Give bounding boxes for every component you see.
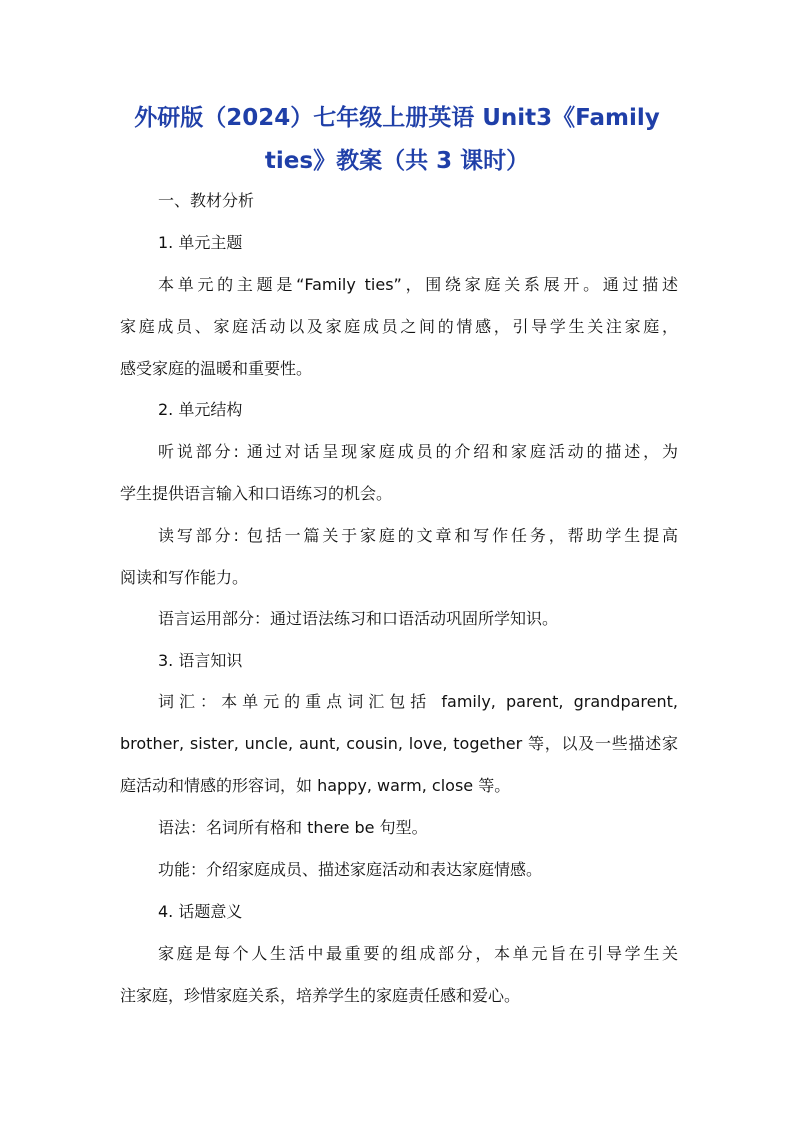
paragraph-line: 学生提供语言输入和口语练习的机会。 [120,484,393,503]
paragraph-line: 读写部分: 包括一篇关于家庭的文章和写作任务，帮助学生提高 [158,526,678,545]
paragraph-line: 家庭是每个人生活中最重要的组成部分，本单元旨在引导学生关 [158,944,678,963]
paragraph-line: 注家庭，珍惜家庭关系，培养学生的家庭责任感和爱心。 [120,986,521,1005]
paragraph-line: 阅读和写作能力。 [120,568,249,587]
paragraph-line: 词汇：本单元的重点词汇包括 family, parent, grandparent, [158,692,678,711]
subheading-unit-structure: 2. 单元结构 [158,400,243,419]
paragraph-line: 功能：介绍家庭成员、描述家庭活动和表达家庭情感。 [158,860,543,879]
paragraph-line: brother, sister, uncle, aunt, cousin, love, together 等，以及一些描述家 [120,734,678,753]
document-title-line-1: 外研版（2024）七年级上册英语 Unit3《Family [134,105,660,131]
section-heading-textbook-analysis: 一、教材分析 [158,191,255,210]
paragraph-line: 听说部分: 通过对话呈现家庭成员的介绍和家庭活动的描述，为 [158,442,678,461]
paragraph-line: 语言运用部分：通过语法练习和口语活动巩固所学知识。 [158,609,559,628]
subheading-language-knowledge: 3. 语言知识 [158,651,243,670]
paragraph-line: 本单元的主题是“Family ties”，围绕家庭关系展开。通过描述 [158,275,678,294]
paragraph-line: 感受家庭的温暖和重要性。 [120,359,313,378]
paragraph-line: 家庭成员、家庭活动以及家庭成员之间的情感，引导学生关注家庭， [120,317,678,336]
document-title-line-2: ties》教案（共 3 课时） [264,148,530,174]
paragraph-line: 庭活动和情感的形容词，如 happy, warm, close 等。 [120,776,511,795]
paragraph-line: 语法：名词所有格和 there be 句型。 [158,818,428,837]
subheading-unit-theme: 1. 单元主题 [158,233,243,252]
subheading-topic-significance: 4. 话题意义 [158,902,243,921]
